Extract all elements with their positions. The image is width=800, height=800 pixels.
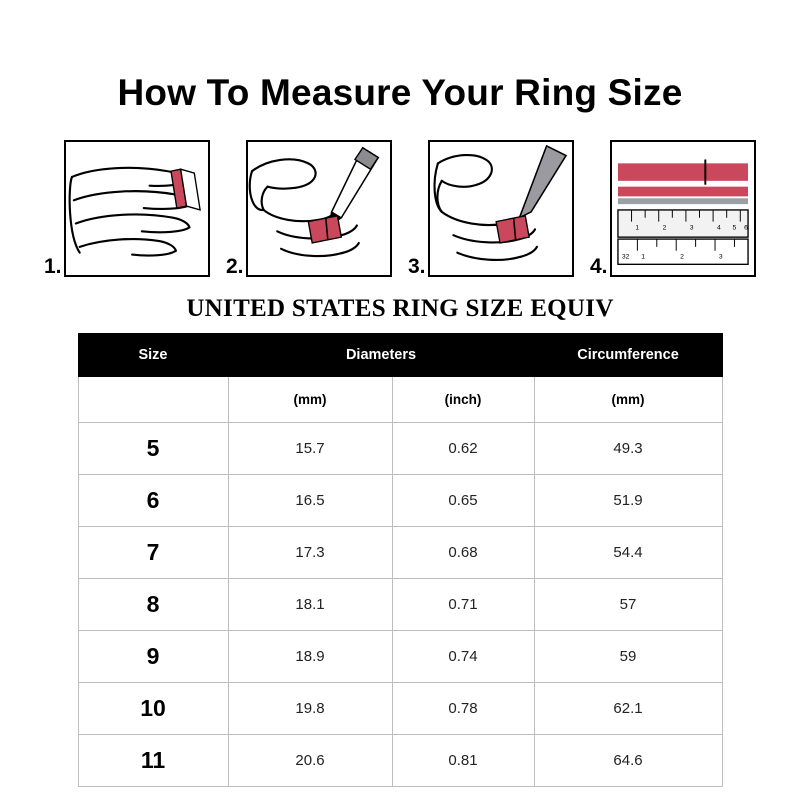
svg-text:2: 2 — [662, 224, 667, 232]
cell-diameter-inch: 0.74 — [392, 630, 534, 682]
cell-diameter-mm: 18.1 — [228, 578, 392, 630]
cell-circumference-mm: 62.1 — [534, 682, 722, 734]
table-units — [78, 376, 722, 422]
cell-circumference-mm: 64.6 — [534, 734, 722, 786]
cell-diameter-mm: 15.7 — [228, 422, 392, 474]
svg-text:1: 1 — [635, 224, 640, 232]
cell-circumference-mm: 49.3 — [534, 422, 722, 474]
steps-row — [44, 140, 756, 277]
step-2-number: 2. — [226, 254, 244, 278]
strip-band-mid — [618, 186, 748, 196]
cell-diameter-inch: 0.81 — [392, 734, 534, 786]
header-diameters: Diameters — [228, 333, 534, 376]
table-header — [78, 333, 722, 376]
hand-marking-strip-with-pen-icon — [248, 142, 390, 275]
paper-strip-shape — [171, 169, 200, 210]
page-title: How To Measure Your Ring Size — [117, 72, 683, 113]
strip-band-top — [618, 163, 748, 180]
step-4-number: 4. — [590, 254, 608, 278]
unit-size-blank — [78, 376, 228, 422]
cell-diameter-inch: 0.65 — [392, 474, 534, 526]
svg-text:3: 3 — [689, 224, 694, 232]
svg-text:32: 32 — [621, 253, 630, 261]
step-1-illustration-box — [64, 140, 210, 277]
ring-size-table — [78, 333, 723, 787]
strip-edge — [618, 198, 748, 204]
cell-diameter-inch: 0.71 — [392, 578, 534, 630]
svg-text:2: 2 — [680, 253, 684, 261]
hand-finger-with-marked-strip-icon — [430, 142, 572, 275]
step-1 — [44, 140, 210, 277]
unit-mm: (mm) — [228, 376, 392, 422]
svg-text:4: 4 — [716, 224, 721, 232]
cell-size: 7 — [78, 526, 228, 578]
table-caption: UNITED STATES RING SIZE EQUIV — [186, 294, 614, 322]
hand-with-paper-strip-icon — [66, 142, 208, 275]
cell-size: 6 — [78, 474, 228, 526]
cell-size: 9 — [78, 630, 228, 682]
svg-text:5: 5 — [732, 224, 737, 232]
table-row — [78, 578, 722, 630]
svg-text:1: 1 — [641, 253, 646, 261]
table-row — [78, 630, 722, 682]
marked-strip-shape — [496, 215, 529, 242]
table-row — [78, 526, 722, 578]
table-row — [78, 474, 722, 526]
unit-inch: (inch) — [392, 376, 534, 422]
cell-size: 8 — [78, 578, 228, 630]
cell-diameter-mm: 17.3 — [228, 526, 392, 578]
step-2-illustration-box — [246, 140, 392, 277]
cell-diameter-mm: 16.5 — [228, 474, 392, 526]
cell-diameter-inch: 0.62 — [392, 422, 534, 474]
table-row — [78, 734, 722, 786]
cell-diameter-mm: 20.6 — [228, 734, 392, 786]
cell-circumference-mm: 57 — [534, 578, 722, 630]
cell-diameter-mm: 18.9 — [228, 630, 392, 682]
svg-text:6: 6 — [744, 224, 748, 232]
step-2 — [226, 140, 392, 277]
header-circumference: Circumference — [534, 333, 722, 376]
step-3-illustration-box — [428, 140, 574, 277]
strip-measured-on-ruler-icon — [612, 142, 754, 275]
table-row — [78, 422, 722, 474]
cell-circumference-mm: 51.9 — [534, 474, 722, 526]
cell-diameter-inch: 0.78 — [392, 682, 534, 734]
cell-circumference-mm: 59 — [534, 630, 722, 682]
unit-circ-mm: (mm) — [534, 376, 722, 422]
cell-size: 11 — [78, 734, 228, 786]
step-4-illustration-box — [610, 140, 756, 277]
step-1-number: 1. — [44, 254, 62, 278]
step-4 — [590, 140, 756, 277]
pen-shape — [519, 146, 566, 218]
cell-diameter-mm: 19.8 — [228, 682, 392, 734]
step-3 — [408, 140, 574, 277]
table-body — [78, 422, 722, 786]
header-size: Size — [78, 333, 228, 376]
svg-text:3: 3 — [718, 253, 723, 261]
units-row — [78, 376, 722, 422]
pen-shape — [330, 148, 379, 226]
cell-circumference-mm: 54.4 — [534, 526, 722, 578]
step-3-number: 3. — [408, 254, 426, 278]
cell-diameter-inch: 0.68 — [392, 526, 534, 578]
table-header-row — [78, 333, 722, 376]
cell-size: 10 — [78, 682, 228, 734]
table-row — [78, 682, 722, 734]
cell-size: 5 — [78, 422, 228, 474]
